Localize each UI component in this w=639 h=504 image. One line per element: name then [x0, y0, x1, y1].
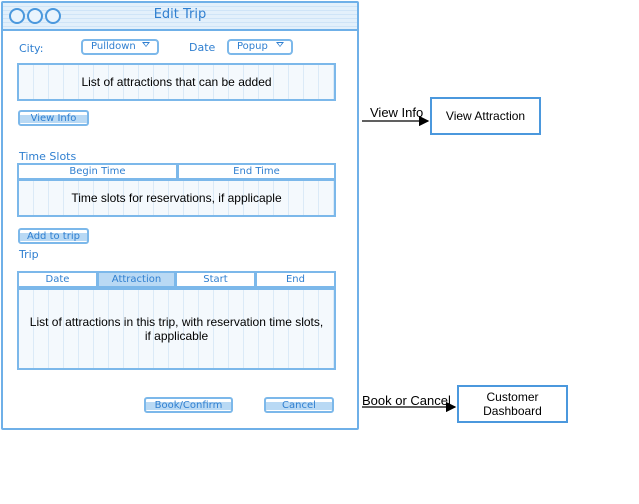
- view-info-arrow-label: View Info: [370, 105, 424, 120]
- time-slots-label: Time Slots: [19, 150, 77, 163]
- book-confirm-button[interactable]: Book/Confirm: [144, 397, 233, 413]
- window-title: Edit Trip: [153, 7, 207, 22]
- cancel-button[interactable]: Cancel: [264, 397, 334, 413]
- attractions-list-text: List of attractions that can be added: [81, 75, 272, 89]
- view-info-button[interactable]: View Info: [18, 110, 89, 126]
- trip-list-text: List of attractions in this trip, with reservation time slots, if applicable: [29, 315, 324, 343]
- book-cancel-arrow-label: Book or Cancel: [362, 393, 451, 408]
- view-attraction-box: View Attraction: [430, 97, 541, 135]
- city-label: City:: [19, 42, 44, 55]
- trip-label: Trip: [19, 248, 39, 261]
- column-header-end-time[interactable]: End Time: [177, 163, 336, 180]
- add-to-trip-button[interactable]: Add to trip: [18, 228, 89, 244]
- customer-dashboard-box: Customer Dashboard: [457, 385, 568, 423]
- column-header-start[interactable]: Start: [175, 271, 255, 288]
- date-dropdown-value: Popup: [237, 41, 268, 52]
- column-header-attraction[interactable]: Attraction: [97, 271, 175, 288]
- column-header-end[interactable]: End: [255, 271, 336, 288]
- column-header-begin-time[interactable]: Begin Time: [17, 163, 177, 180]
- time-slots-list-text: Time slots for reservations, if applicaple: [71, 191, 282, 205]
- date-label: Date: [189, 41, 216, 54]
- column-header-date[interactable]: Date: [17, 271, 97, 288]
- city-dropdown-value: Pulldown: [91, 41, 136, 52]
